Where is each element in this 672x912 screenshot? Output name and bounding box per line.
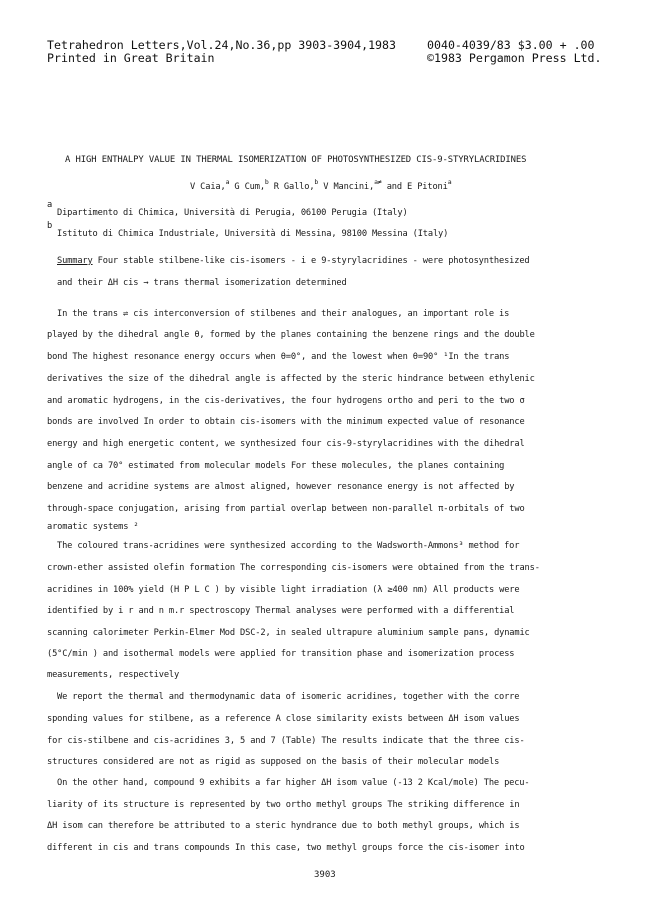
- body-line: (5°C/min ) and isothermal models were applied for transition phase and isomerization process: [47, 649, 515, 659]
- copyright: ©1983 Pergamon Press Ltd.: [427, 51, 602, 65]
- body-line: for cis-stilbene and cis-acridines 3, 5 and 7 (Table) The results indicate that the three cis-: [47, 736, 525, 746]
- body-line: bonds are involved In order to obtain cis-isomers with the minimum expected value of resonance: [47, 417, 525, 427]
- body-line: We report the thermal and thermodynamic data of isomeric acridines, together with the corre: [57, 692, 520, 702]
- affiliation-mark: a: [47, 200, 53, 210]
- body-line: played by the dihedral angle θ, formed by the planes containing the benzene rings and the double: [47, 330, 535, 340]
- body-line: benzene and acridine systems are almost aligned, however resonance energy is not affected by: [47, 482, 515, 492]
- summary-line: [57, 256, 529, 266]
- journal-citation: Tetrahedron Letters,Vol.24,No.36,pp 3903-3904,1983: [47, 38, 397, 52]
- body-line: ΔH isom can therefore be attributed to a steric hyndrance due to both methyl groups, which is: [47, 821, 520, 831]
- affiliation-mark: b: [47, 221, 53, 231]
- body-line: through-space conjugation, arising from partial overlap between non-parallel π-orbitals of two: [47, 504, 525, 514]
- author-name: and E Pitoni: [386, 182, 448, 192]
- price-code: 0040-4039/83 $3.00 + .00: [427, 38, 595, 52]
- author-name: V Mancini,: [323, 182, 375, 192]
- author-name: V Caia,: [190, 182, 226, 192]
- body-line: The coloured trans-acridines were synthesized according to the Wadsworth-Ammons³ method for: [57, 541, 520, 551]
- body-line: structures considered are not as rigid as supposed on the basis of their molecular models: [47, 757, 500, 767]
- printed-location: Printed in Great Britain: [47, 51, 215, 65]
- body-line: On the other hand, compound 9 exhibits a far higher ΔH isom value (-13 2 Kcal/mole) The pecu-: [57, 778, 530, 788]
- body-line: scanning calorimeter Perkin-Elmer Mod DSC-2, in sealed ultrapure aluminium sample pans, dynamic: [47, 628, 530, 638]
- author-mark: b: [264, 178, 269, 186]
- author-mark: a: [225, 178, 230, 186]
- author-mark: a: [447, 178, 452, 186]
- author-mark: a≠: [374, 178, 382, 186]
- article-title: A HIGH ENTHALPY VALUE IN THERMAL ISOMERIZATION OF PHOTOSYNTHESIZED CIS-9-STYRYLACRIDINES: [65, 155, 527, 165]
- summary-text: and their ΔH cis → trans thermal isomerization determined: [57, 278, 347, 288]
- page-number: 3903: [314, 870, 336, 880]
- summary-label: Summary: [57, 256, 93, 266]
- body-line: acridines in 100% yield (H P L C ) by visible light irradiation (λ ≥400 nm) All products were: [47, 585, 520, 595]
- affiliation-text: Istituto di Chimica Industriale, Università di Messina, 98100 Messina (Italy): [57, 229, 449, 239]
- body-line: bond The highest resonance energy occurs when θ=0°, and the lowest when θ=90° ¹In the trans: [47, 352, 510, 362]
- author-name: G Cum,: [234, 182, 265, 192]
- body-line: angle of ca 70° estimated from molecular models For these molecules, the planes containing: [47, 461, 505, 471]
- author-list: [190, 178, 451, 192]
- body-line: crown-ether assisted olefin formation The corresponding cis-isomers were obtained from the trans-: [47, 563, 540, 573]
- body-line: different in cis and trans compounds In this case, two methyl groups force the cis-isomer into: [47, 843, 525, 853]
- body-line: energy and high energetic content, we synthesized four cis-9-styrylacridines with the dihedral: [47, 439, 525, 449]
- body-line: aromatic systems ²: [47, 522, 139, 532]
- body-line: and aromatic hydrogens, in the cis-derivatives, the four hydrogens ortho and peri to the two σ: [47, 396, 525, 406]
- body-line: liarity of its structure is represented by two ortho methyl groups The striking difference in: [47, 800, 520, 810]
- author-mark: b: [314, 178, 319, 186]
- body-line: measurements, respectively: [47, 670, 180, 680]
- summary-text: Four stable stilbene-like cis-isomers - i e 9-styrylacridines - were photosynthesized: [97, 256, 530, 266]
- body-line: In the trans ⇌ cis interconversion of stilbenes and their analogues, an important role is: [57, 309, 510, 319]
- affiliation-text: Dipartimento di Chimica, Università di Perugia, 06100 Perugia (Italy): [57, 208, 408, 218]
- body-line: sponding values for stilbene, as a reference A close similarity exists between ΔH isom values: [47, 714, 520, 724]
- body-line: derivatives the size of the dihedral angle is affected by the steric hindrance between ethylenic: [47, 374, 535, 384]
- author-name: R Gallo,: [273, 182, 315, 192]
- body-line: identified by i r and n m.r spectroscopy Thermal analyses were performed with a differential: [47, 606, 515, 616]
